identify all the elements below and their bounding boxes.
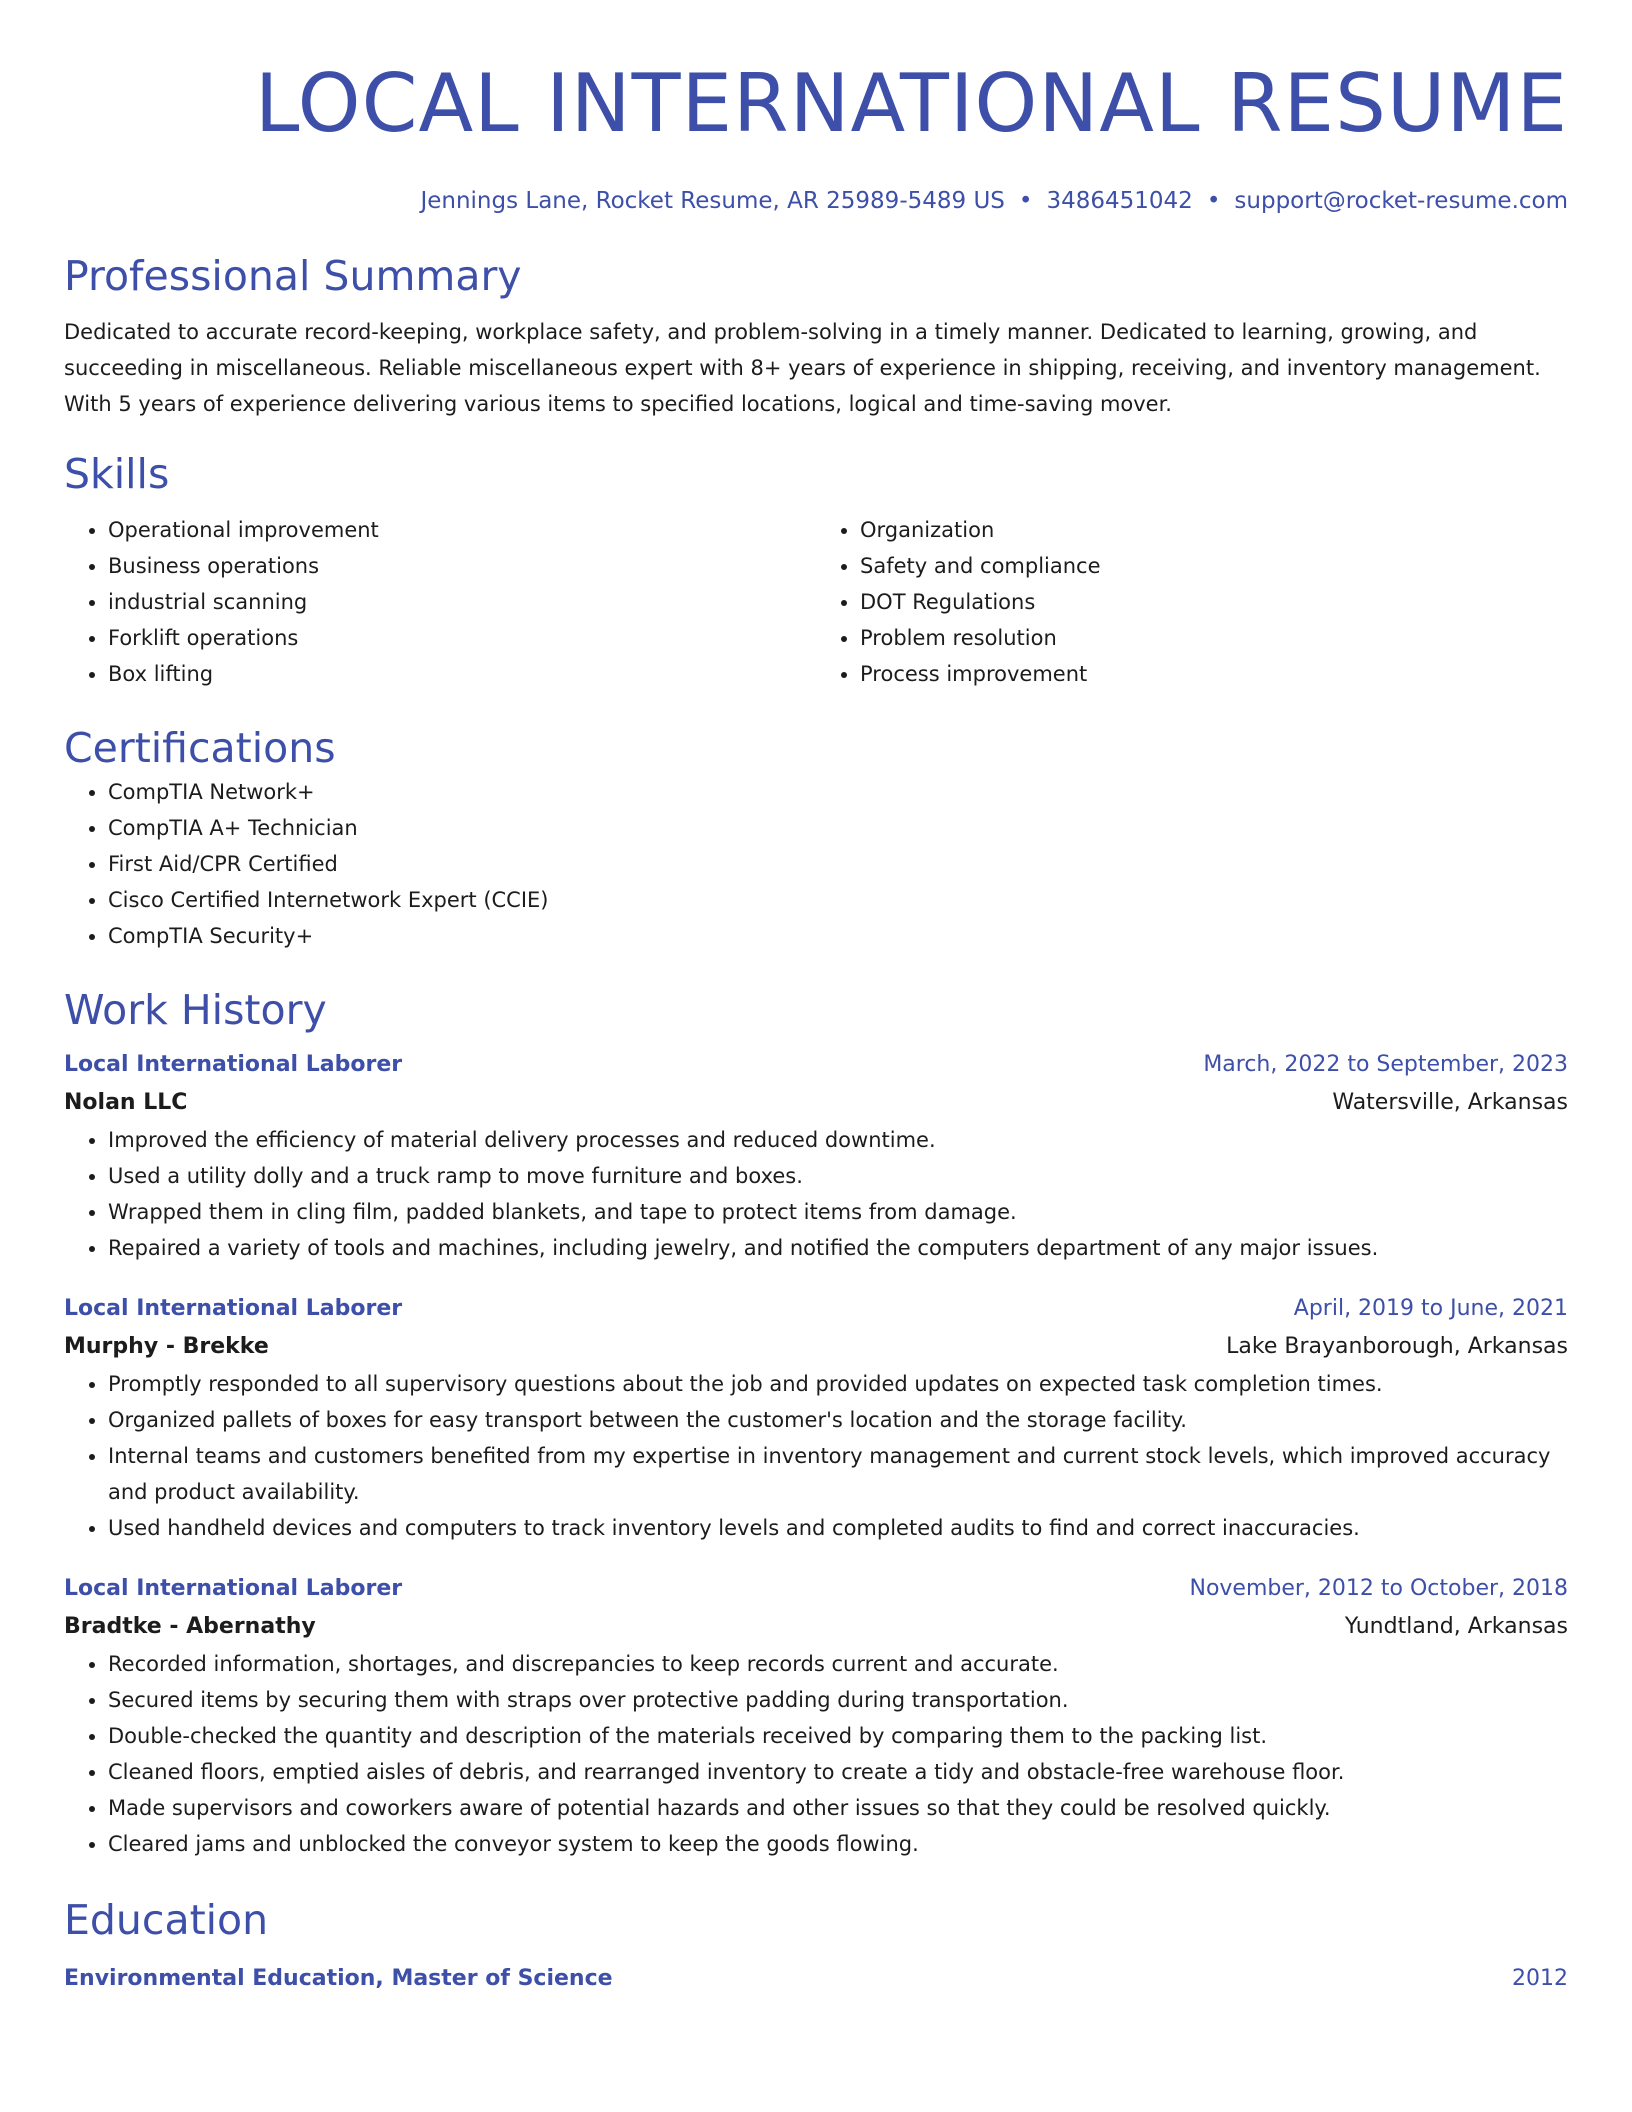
job-title-row [64, 1570, 1568, 1608]
skill-item: • Forklift operations [108, 620, 816, 656]
resume-page [64, 0, 1568, 1998]
skill-item: • Problem resolution [860, 620, 1568, 656]
contact-phone: 3486451042 [1046, 188, 1193, 214]
certifications-heading: Certifications [64, 724, 336, 772]
job-bullet: • Cleaned floors, emptied aisles of debris, and rearranged inventory to create a tidy and obstacle-free warehouse floor. [108, 1754, 1568, 1790]
job-title-row [64, 1290, 1568, 1328]
skills-left-list [64, 512, 816, 692]
skill-item: • Operational improvement [108, 512, 816, 548]
summary-text: Dedicated to accurate record-keeping, workplace safety, and problem-solving in a timely manner. Dedicated to learning, growing, and succeeding in miscellaneous. Reliable miscellaneous expert with 8+ years of experience in shipping, receiving, and inventory management. With 5 years of experience delivering various items to specified locations, logical and time-saving mover. [64, 320, 1541, 416]
skills-heading: Skills [64, 450, 170, 498]
job-bullet: • Organized pallets of boxes for easy transport between the customer's location and the storage facility. [108, 1402, 1568, 1438]
job-dates: March, 2022 to September, 2023 [1203, 1052, 1568, 1077]
job-title: Local International Laborer [64, 1052, 403, 1077]
education-year: 2012 [1512, 1966, 1568, 1991]
job-entry [64, 1570, 1568, 1862]
job-bullet-list [64, 1366, 1568, 1546]
skill-item: • Organization [860, 512, 1568, 548]
skill-item: • Process improvement [860, 656, 1568, 692]
job-title: Local International Laborer [64, 1296, 403, 1321]
job-dates: April, 2019 to June, 2021 [1293, 1296, 1568, 1321]
job-company: Murphy - Brekke [64, 1334, 269, 1359]
certification-item: • Cisco Certified Internetwork Expert (CCIE) [108, 882, 1568, 918]
contact-address: Jennings Lane, Rocket Resume, AR 25989-5489 US [420, 188, 1005, 214]
certification-item: • CompTIA A+ Technician [108, 810, 1568, 846]
job-location: Lake Brayanborough, Arkansas [1226, 1334, 1568, 1359]
job-bullet-list [64, 1646, 1568, 1862]
contact-email[interactable]: support@rocket-resume.com [1234, 188, 1568, 214]
job-title: Local International Laborer [64, 1576, 403, 1601]
certification-item: • CompTIA Security+ [108, 918, 1568, 954]
skill-item: • DOT Regulations [860, 584, 1568, 620]
education-row [64, 1960, 1568, 1998]
certification-item: • First Aid/CPR Certified [108, 846, 1568, 882]
job-dates: November, 2012 to October, 2018 [1189, 1576, 1568, 1601]
job-bullet: • Made supervisors and coworkers aware of potential hazards and other issues so that they could be resolved quickly. [108, 1790, 1568, 1826]
job-bullet: • Secured items by securing them with straps over protective padding during transportation. [108, 1682, 1568, 1718]
job-company: Nolan LLC [64, 1090, 188, 1115]
job-company-row [64, 1608, 1568, 1646]
contact-separator: • [1206, 188, 1221, 214]
job-company-row [64, 1084, 1568, 1122]
job-title-row [64, 1046, 1568, 1084]
work-history-heading: Work History [64, 986, 327, 1034]
skill-item: • Safety and compliance [860, 548, 1568, 584]
skills-right-list [816, 512, 1568, 692]
job-entry [64, 1290, 1568, 1546]
job-bullet: • Recorded information, shortages, and discrepancies to keep records current and accurate. [108, 1646, 1568, 1682]
skill-item: • Box lifting [108, 656, 816, 692]
job-bullet: • Repaired a variety of tools and machines, including jewelry, and notified the computers department of any major issues. [108, 1230, 1568, 1266]
skill-item: • industrial scanning [108, 584, 816, 620]
certifications-list [64, 774, 1568, 954]
job-bullet: • Double-checked the quantity and description of the materials received by comparing them to the packing list. [108, 1718, 1568, 1754]
certification-item: • CompTIA Network+ [108, 774, 1568, 810]
job-bullet: • Cleared jams and unblocked the conveyor system to keep the goods flowing. [108, 1826, 1568, 1862]
job-bullet: • Internal teams and customers benefited from my expertise in inventory management and current stock levels, which improved accuracy and product availability. [108, 1438, 1568, 1510]
contact-separator: • [1018, 188, 1033, 214]
job-company-row [64, 1328, 1568, 1366]
job-location: Watersville, Arkansas [1332, 1090, 1568, 1115]
job-bullet: • Improved the efficiency of material delivery processes and reduced downtime. [108, 1122, 1568, 1158]
job-company: Bradtke - Abernathy [64, 1614, 316, 1639]
contact-line [64, 186, 1568, 216]
resume-name: LOCAL INTERNATIONAL RESUME [254, 57, 1568, 150]
job-bullet: • Used handheld devices and computers to track inventory levels and completed audits to find and correct inaccuracies. [108, 1510, 1568, 1546]
job-bullet: • Promptly responded to all supervisory questions about the job and provided updates on expected task completion times. [108, 1366, 1568, 1402]
job-bullet: • Used a utility dolly and a truck ramp to move furniture and boxes. [108, 1158, 1568, 1194]
job-location: Yundtland, Arkansas [1344, 1614, 1568, 1639]
skills-columns [64, 512, 1568, 692]
skill-item: • Business operations [108, 548, 816, 584]
education-heading: Education [64, 1896, 269, 1944]
job-bullet: • Wrapped them in cling film, padded blankets, and tape to protect items from damage. [108, 1194, 1568, 1230]
education-degree: Environmental Education, Master of Science [64, 1966, 613, 1991]
job-bullet-list [64, 1122, 1568, 1266]
summary-heading: Professional Summary [64, 252, 522, 300]
job-entry [64, 1046, 1568, 1266]
